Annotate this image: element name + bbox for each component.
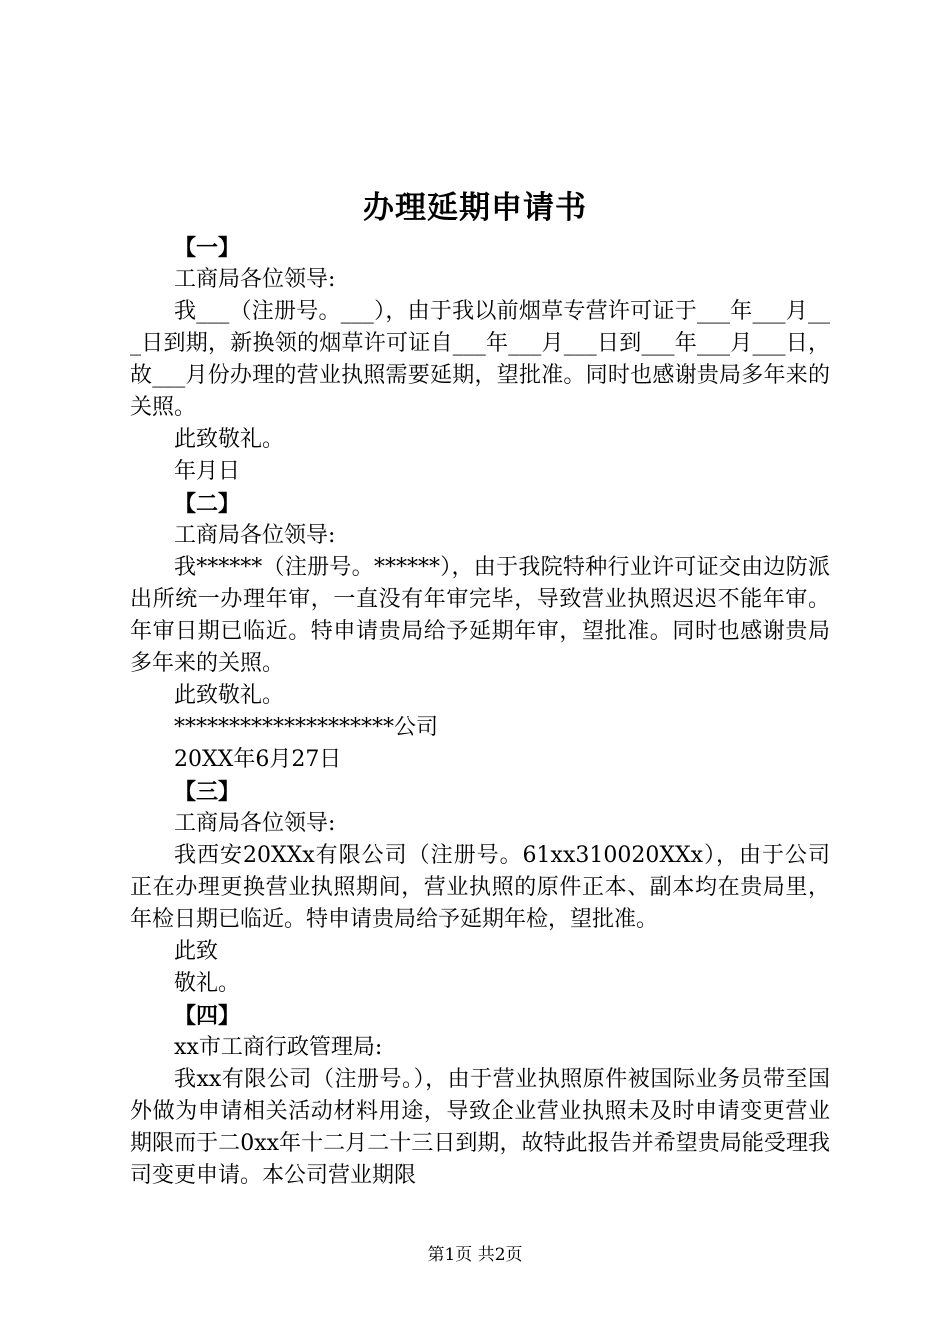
body-paragraph: 我xx有限公司（注册号。），由于营业执照原件被国际业务员带至国外做为申请相关活动材料用途，导致企业营业执照未及时申请变更营业期限而于二0xx年十二月二十三日到期，故特此报告并希望贵局能受理我司变更申请。本公司营业期限 <box>130 1067 830 1188</box>
body-paragraph: 我___（注册号。___），由于我以前烟草专营许可证于___年___月___日到期，新换领的烟草许可证自___年___月___日到___年___月___日，故___月份办理的营业执照需要延期，望批准。同时也感谢贵局多年来的关照。 <box>130 299 830 420</box>
salutation-paragraph: 工商局各位领导: <box>174 523 336 548</box>
section-heading-1: 【一】 <box>174 235 241 261</box>
body-paragraph: 我西安20XXx有限公司（注册号。61xx310020XXx），由于公司正在办理更换营业执照期间，营业执照的原件正本、副本均在贵局里，年检日期已临近。特申请贵局给予延期年检，望批准。 <box>130 843 830 932</box>
salutation-paragraph: xx市工商行政管理局: <box>174 1035 383 1060</box>
section-heading-4: 【四】 <box>174 1003 241 1029</box>
signature-paragraph: ********************公司 <box>174 715 439 740</box>
salutation-paragraph: 工商局各位领导: <box>174 811 336 836</box>
date-paragraph: 20XX年6月27日 <box>174 747 342 772</box>
body-paragraph: 我******（注册号。******），由于我院特种行业许可证交由边防派出所统一办理年审，一直没有年审完毕，导致营业执照迟迟不能年审。年审日期已临近。特申请贵局给予延期年审，望批准。同时也感谢贵局多年来的关照。 <box>130 555 830 676</box>
section-heading-2: 【二】 <box>174 491 241 517</box>
closing-paragraph: 此致敬礼。 <box>174 683 285 708</box>
document-title: 办理延期申请书 <box>363 190 587 226</box>
closing-paragraph: 敬礼。 <box>174 971 241 996</box>
salutation-paragraph: 工商局各位领导: <box>174 267 336 292</box>
closing-paragraph: 此致敬礼。 <box>174 427 285 452</box>
closing-paragraph: 此致 <box>174 939 219 964</box>
section-heading-3: 【三】 <box>174 779 241 805</box>
page-number-footer: 第1页 共2页 <box>427 1245 523 1265</box>
date-paragraph: 年月日 <box>174 459 241 484</box>
document-body <box>130 232 830 1192</box>
